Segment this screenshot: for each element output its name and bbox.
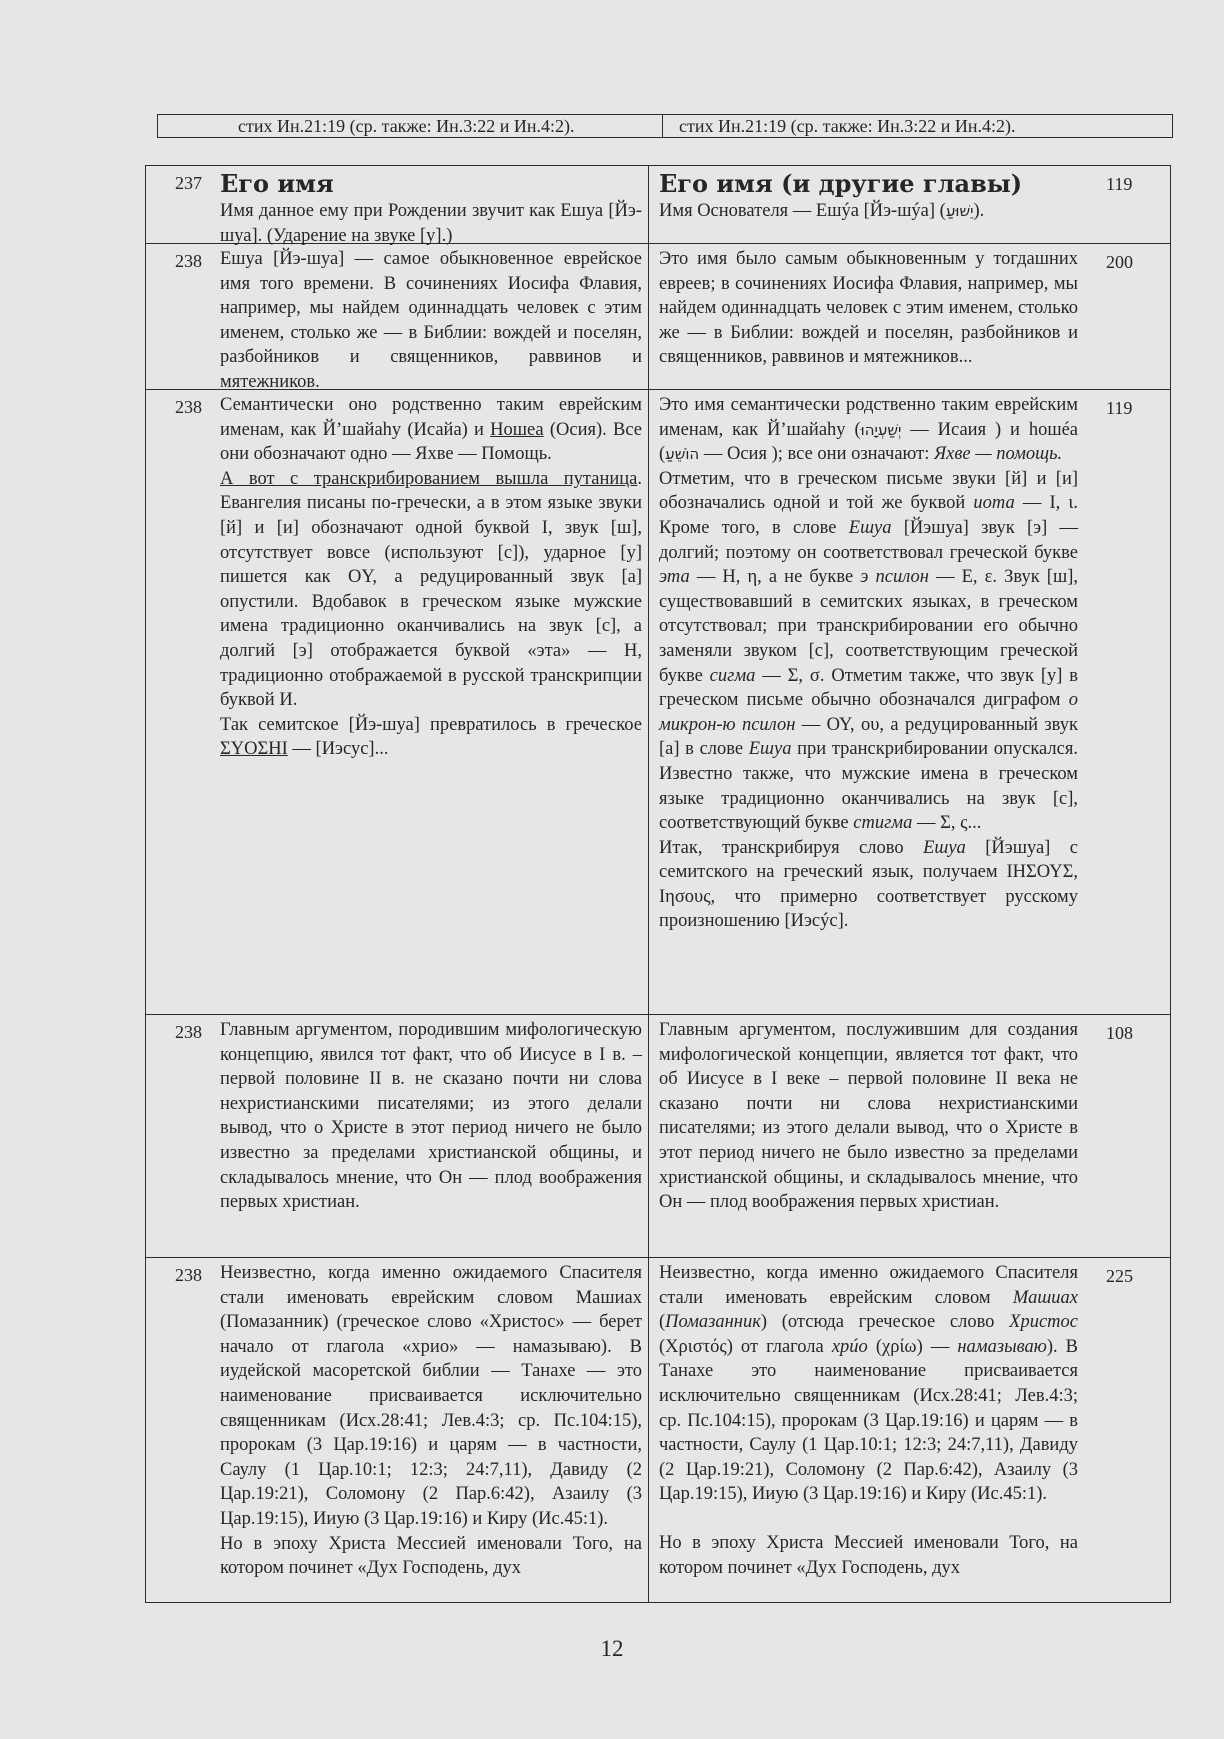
right-page-ref: 108: [1106, 1023, 1133, 1043]
continuation-row: [157, 114, 1173, 138]
comparison-table: [145, 165, 1171, 1603]
left-continuation-cell: стих Ин.21:19 (ср. также: Ин.3:22 и Ин.4:2).: [238, 116, 575, 136]
left-paragraph: А вот с транскрибированием вышла путаница. Евангелия писаны по-гречески, а в этом языке звуки [й] и [и] обозначают одной буквой I, звук [ш], отсутствует вовсе (используют [с]), ударное [у] пишется как ОY, а редуцированный звук [а] опустили. Вдобавок в греческом языке мужские имена традиционно оканчивались на звук [с], а долгий [э] отображается буквой «эта» — Н, традиционно отображаемой в русской транскрипции буквой И.: [220, 468, 642, 711]
hebrew-word: יֵשׁוּעַ: [945, 202, 974, 220]
left-page-ref: 238: [175, 397, 202, 417]
right-paragraph: Неизвестно, когда именно ожидаемого Спасителя стали именовать еврейским словом Машиах (Помазанник) (отсюда греческое слово Христос (Χριστός) от глагола хрúо (χρίω) — намазываю). В Танахе это наименование присваивается исключительно священникам (Исх.28:41; Лев.4:3; ср. Пс.104:15), пророкам (3 Цар.19:16) и царям — в частности, Саулу (1 Цар.10:1; 12:3; 24:7,11), Давиду (2 Цар.19:21), Соломону (2 Пар.6:42), Азаилу (3 Цар.19:15), Ииую (3 Цар.19:16) и Киру (Ис.45:1).: [659, 1263, 1078, 1505]
right-continuation-cell: стих Ин.21:19 (ср. также: Ин.3:22 и Ин.4:2).: [662, 115, 1172, 137]
paragraph-gap: [659, 1507, 1078, 1531]
table-row: [146, 243, 1170, 392]
right-text-cell: [648, 390, 1084, 1014]
hebrew-word: הוֹשֵׁעַ: [665, 445, 700, 464]
right-paragraph: Но в эпоху Христа Мессией именовали Того, на котором починет «Дух Господень, дух: [659, 1532, 1078, 1578]
left-paragraph: Имя данное ему при Рождении звучит как Ешуа [Йэ-шуа]. (Ударение на звуке [у].): [220, 201, 642, 246]
left-text-cell: [218, 244, 648, 392]
table-row: [146, 1014, 1170, 1257]
table-row: [146, 1257, 1170, 1602]
table-row: [146, 166, 1170, 246]
right-paragraph: Итак, транскрибируя слово Ешуа [Йэшуа] с семитского на греческий язык, получаем ΙΗΣΟΥΣ, Ιησους, что примерно соответствует русскому произношению [Иэсýс].: [659, 837, 1079, 932]
right-chapter-heading: Его имя (и другие главы): [659, 169, 1023, 198]
right-text-cell: [648, 244, 1084, 389]
left-text-cell: [218, 1015, 648, 1257]
right-paragraph: Отметим, что в греческом письме звуки [й] и [и] обозначались одной и той же буквой иота — I, ι. Кроме того, в слове Ешуа [Йэшуа] звук [э] — долгий; поэтому он соответствовал греческой букве эта — Η, η, а не букве э псилон — Ε, ε. Звук [ш], существовавший в семитских языках, в греческом отсутствовал; при транскрибировании его обычно заменяли звуком [с], соответствующим греческой букве сигма — Σ, σ. Отметим также, что звук [у] в греческом письме обычно обозначался диграфом о микрон-ю псилон — ΟΥ, ου, а редуцированный звук [а] в слове Ешуа при транскрибировании опускался. Известно также, что мужские имена в греческом языке традиционно оканчивались на звук [с], соответствующий букве стигма — Σ, ς...: [659, 468, 1079, 834]
right-paragraph: Главным аргументом, послужившим для создания мифологической концепции, является тот факт, что об Иисусе в I веке – первой половине II века не сказано почти ни слова нехристианскими писателями; из этого делали вывод, что о Христе в этот период ничего не было известно за пределами христианской общины, и складывалось мнение, что Он — плод воображения первых христиан.: [659, 1020, 1078, 1213]
left-page-ref: 237: [175, 173, 202, 193]
page-number: 12: [600, 1636, 624, 1661]
right-paragraph: Имя Основателя — Ешýа [Йэ-шýа] (יֵשׁוּעַ).: [659, 201, 985, 221]
left-page-ref: 238: [175, 1265, 202, 1285]
left-page-ref: 238: [175, 251, 202, 271]
right-page-ref: 225: [1106, 1266, 1133, 1286]
right-paragraph: Это имя было самым обыкновенным у тогдашних евреев; в сочинениях Иосифа Флавия, например, мы найдем одиннадцать человек с этим именем, столько же — в Библии: вождей и поселян, разбойников и священников, раввинов и мятежников...: [659, 249, 1078, 368]
right-page-ref: 200: [1106, 252, 1133, 272]
left-text-cell: [218, 1258, 648, 1602]
hebrew-word: יְשַׁעְיָהוּ: [860, 420, 902, 439]
left-paragraph: Главным аргументом, породившим мифологическую концепцию, явился тот факт, что об Иисусе в I в. – первой половине II в. не сказано почти ни слова нехристианскими писателями; из этого делали вывод, что о Христе в этот период ничего не было известно за пределами христианской общины, и складывалось мнение, что Он — плод воображения первых христиан.: [220, 1020, 642, 1213]
right-page-ref: 119: [1106, 398, 1133, 418]
left-page-ref: 238: [175, 1022, 202, 1042]
right-text-cell: [648, 1258, 1084, 1602]
left-chapter-heading: Его имя: [220, 169, 334, 198]
right-paragraph: Это имя семантически родственно таким еврейским именам, как Й’шайаhу (יְשַׁעְיָהוּ — Исаия ) и hошéа (הוֹשֵׁעַ — Осия ); все они означают: Яхве — помощь.: [659, 395, 1078, 465]
table-row: [146, 389, 1170, 1014]
left-paragraph: Но в эпоху Христа Мессией именовали Того, на котором починет «Дух Господень, дух: [220, 1533, 642, 1579]
left-paragraph: Ешуа [Йэ-шуа] — самое обыкновенное еврейское имя того времени. В сочинениях Иосифа Флавия, например, мы найдем одиннадцать человек с этим именем, столько же — в Библии: вождей и поселян, разбойников и священников, раввинов и мятежников.: [220, 249, 642, 392]
left-paragraph: Так семитское [Йэ-шуа] превратилось в греческое ΣYOΣHI — [Иэсус]...: [220, 714, 642, 760]
left-text-cell: [218, 390, 648, 1014]
left-paragraph: Неизвестно, когда именно ожидаемого Спасителя стали именовать еврейским словом Машиах (Помазанник) (греческое слово «Христос» — берет начало от глагола «хрио» — намазываю). В иудейской масоретской библии — Танахе — это наименование присваивается исключительно священникам (Исх.28:41; Лев.4:3; ср. Пс.104:15), пророкам (3 Цар.19:16) и царям — в частности, Саулу (1 Цар.10:1; 12:3; 24:7,11), Давиду (2 Цар.19:21), Соломону (2 Пар.6:42), Азаилу (3 Цар.19:15), Ииую (3 Цар.19:16) и Киру (Ис.45:1).: [220, 1263, 642, 1529]
left-text-cell: [218, 166, 648, 246]
right-page-ref: 119: [1106, 174, 1133, 194]
left-paragraph: Семантически оно родственно таким еврейским именам, как Й’шайаhу (Исайа) и Ношеа (Осия). Все они обозначают одно — Яхве — Помощь.: [220, 395, 642, 465]
right-text-cell: [648, 166, 1084, 243]
right-text-cell: [648, 1015, 1084, 1257]
